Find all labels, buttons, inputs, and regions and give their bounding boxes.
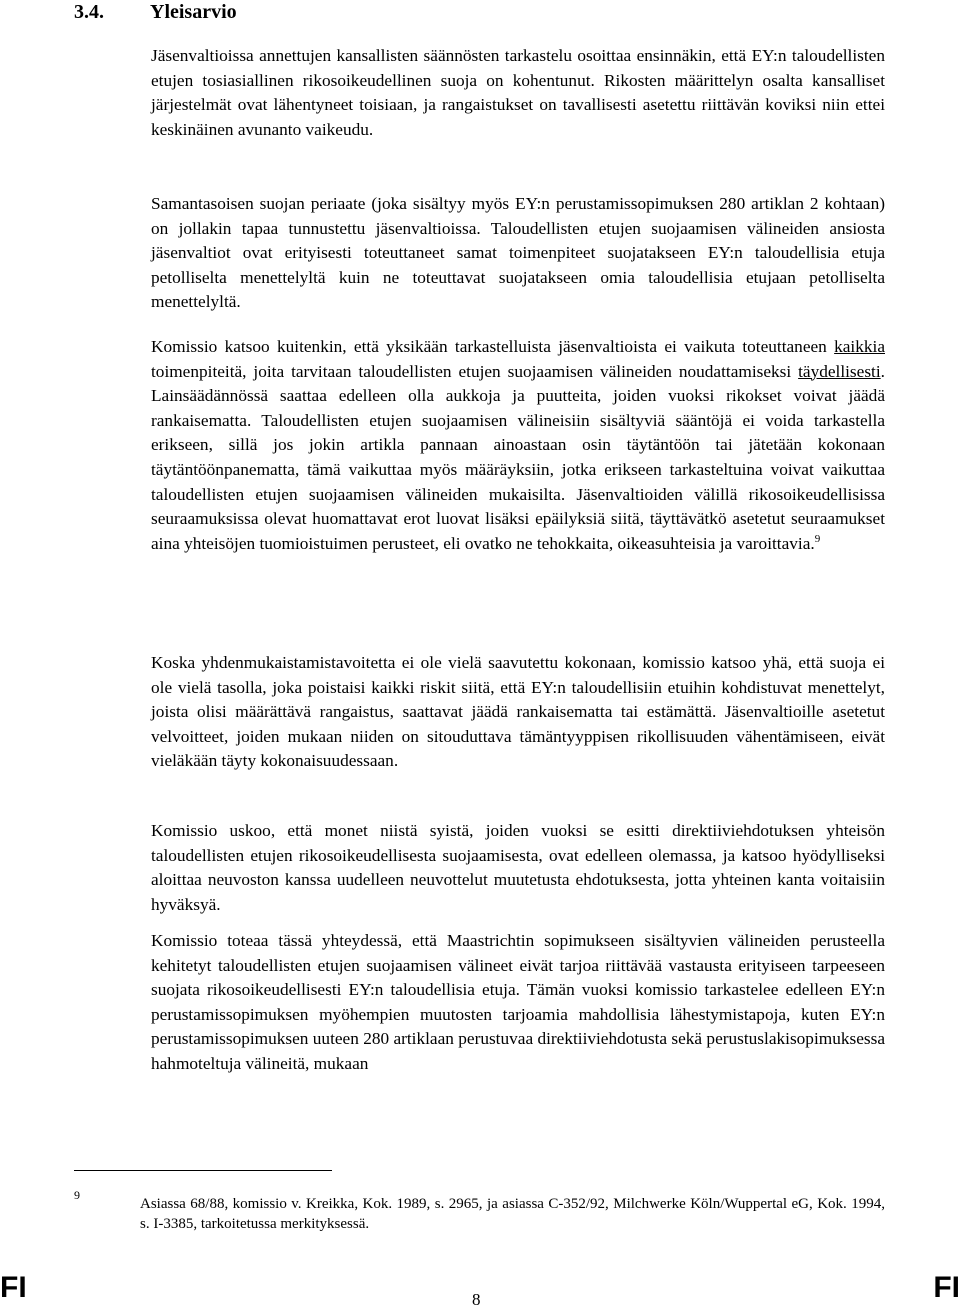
paragraph-3 — [151, 335, 885, 556]
section-title: Yleisarvio — [150, 1, 237, 23]
emphasis-taydellisesti: täydellisesti — [798, 361, 881, 381]
paragraph-5: Komissio uskoo, että monet niistä syistä, joiden vuoksi se esitti direktiiviehdotuksen yhteisön taloudellisten etujen rikosoikeudellisesta suojaamisesta, ovat edelleen olemassa, ja katsoo hyödylliseksi aloittaa neuvoston kanssa uudelleen neuvottelut muutetusta ehdotuksesta, jotta yhteinen kanta voitaisiin hyväksyä. — [151, 821, 885, 914]
page-number: 8 — [472, 1290, 481, 1309]
paragraph-3-text-c: . Lainsäädännössä saattaa edelleen olla aukkoja ja puutteita, joiden vuoksi rikokset voivat jäädä rankaisematta. Taloudellisten etujen suojaamisen välineisiin sisältyviä sääntöjä ei voida tarkastella erikseen, sillä jos jokin artikla pannaan ainoastaan osin täytäntöön tai jätetään kokonaan täytäntöönpanematta, tämä vaikuttaa myös määräyksiin, jotka erikseen tarkasteltuina voivat vaikuttaa taloudellisten etujen suojaamisen välineiden mukaisilta. Jäsenvaltioiden välillä rikosoikeudellisissa seuraamuksissa olevat huomattavat erot luovat lisäksi epäilyksiä siitä, täyttävätkö asetetut seuraamukset aina yhteisöjen tuomioistuimen perusteet, eli ovatko ne tehokkaita, oikeasuhteisia ja varoittavia. — [151, 361, 885, 553]
section-heading — [74, 1, 237, 24]
paragraph-2: Samantasoisen suojan periaate (joka sisältyy myös EY:n perustamissopimuksen 280 artiklan 2 kohtaan) on jollakin tapaa tunnustettu jäsenvaltioissa. Taloudellisten etujen suojaamisen välineiden ansiosta jäsenvaltiot ovat erityisesti toteuttaneet samat toimenpiteet suojatakseen EY:n taloudellisia etuja petolliselta menettelyltä kuin ne toteuttavat suojatakseen omia taloudellisia etujaan petolliselta menettelyltä. — [151, 194, 885, 312]
paragraph-3-text-a: Komissio katsoo kuitenkin, että yksikään tarkastelluista jäsenvaltioista ei vaikuta toteuttaneen — [151, 337, 835, 356]
language-code-right: FI — [933, 1271, 960, 1304]
section-number: 3.4. — [74, 1, 104, 23]
emphasis-kaikkia: kaikkia — [834, 337, 885, 356]
footnote-text: Asiassa 68/88, komissio v. Kreikka, Kok. 1989, s. 2965, ja asiassa C-352/92, Milchwerke Köln/Wuppertal eG, Kok. 1994, s. I-3385, tarkoitetussa merkityksessä. — [140, 1196, 885, 1232]
paragraph-6: Komissio toteaa tässä yhteydessä, että Maastrichtin sopimukseen sisältyvien välineiden perusteella kehitetyt taloudellisten etujen suojaamisen välineet eivät tarjoa riittävää vastausta erityiseen tarpeeseen suojata rikosoikeudellisesti EY:n taloudellisia etuja. Tämän vuoksi komissio tarkastelee edelleen EY:n perustamissopimuksen myöhempien muutosten tarjoamia mahdollisia lähestymistapoja, kuten EY:n perustamissopimuksen uuteen 280 artiklaan perustuvaa direktiiviehdotusta sekä perustuslakisopimuksessa hahmoteltuja välineitä, mukaan — [151, 931, 885, 1073]
paragraph-1: Jäsenvaltioissa annettujen kansallisten säännösten tarkastelu osoittaa ensinnäkin, että EY:n taloudellisten etujen tosiasiallinen rikosoikeudellinen suoja on kohentunut. Rikosten määrittelyn osalta kansalliset järjestelmät ovat lähentyneet toisiaan, ja rangaistukset on tavallisesti asetettu riittävän koviksi niin ettei keskinäinen avunanto vaikeudu. — [151, 46, 885, 139]
language-code-left: FI — [0, 1271, 27, 1304]
paragraph-3-text-b: toimenpiteitä, joita tarvitaan taloudellisten etujen suojaamisen välineiden noudattamiseksi — [151, 361, 799, 381]
footnote-number: 9 — [74, 1188, 80, 1202]
footnote-reference[interactable]: 9 — [814, 532, 821, 545]
paragraph-4: Koska yhdenmukaistamistavoitetta ei ole vielä saavutettu kokonaan, komissio katsoo yhä, että suoja ei ole vielä tasolla, joka poistaisi kaikki riskit siitä, että EY:n taloudellisiin etuihin kohdistuvat menettelyt, joista olisi määrättävä rangaistus, saattavat jäädä rankaisematta tai estämättä. Jäsenvaltioille asetetut velvoitteet, joiden mukaan niiden on sitouduttava tämäntyyppisen rikollisuuden vähentämiseen, eivät vieläkään täyty kokonaisuudessaan. — [151, 653, 885, 771]
footnote-divider — [74, 1170, 332, 1171]
